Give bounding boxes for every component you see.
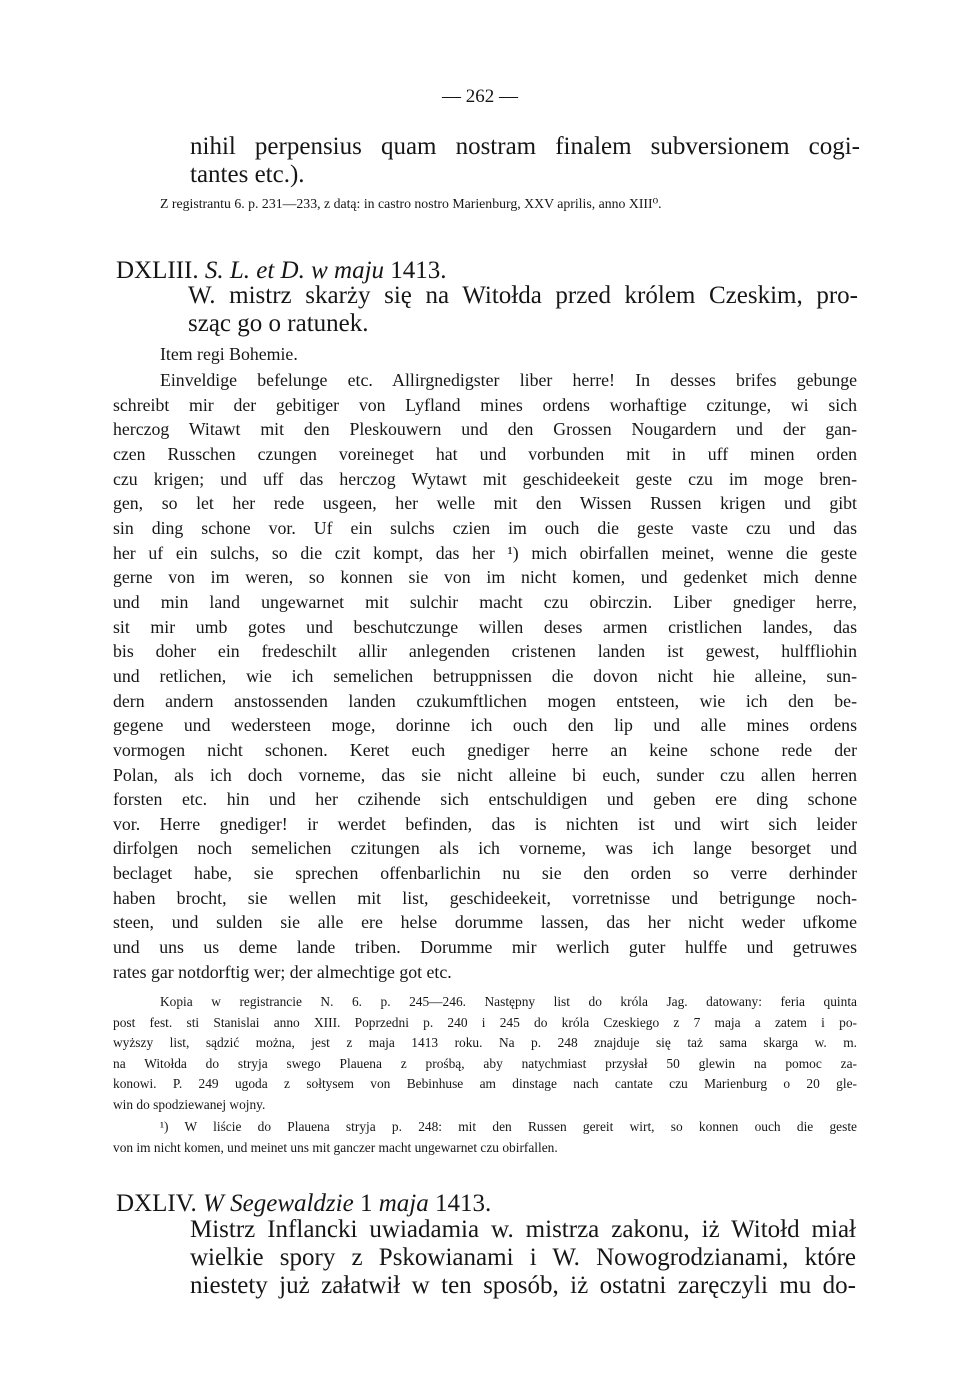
body-line: schreibt mir der gebitiger von Lyfland mines ordens worhaftige czitunge, wi sich	[113, 394, 857, 415]
document-date: maja	[378, 1190, 429, 1217]
document-summary	[188, 282, 858, 338]
document-heading	[116, 257, 447, 285]
body-line: sin ding schone vor. Uf ein sulchs czien im ouch die geste vaste czu und das	[113, 517, 857, 538]
document-place: W Segewaldzie	[203, 1190, 354, 1217]
document-year: 1413.	[434, 1190, 492, 1217]
body-line: beclaget habe, sie sprechen offenbarlichin nu sie den orden so verre derhinder	[113, 863, 857, 884]
body-line: forsten etc. hin und her czihende sich entschuldigen und geben ere ding schone	[113, 789, 857, 810]
summary-line: sząc go o ratunek.	[188, 310, 369, 337]
footnote-line: von im nicht komen, und meinet uns mit ganczer macht ungewarnet czu obirfallen.	[113, 1139, 558, 1155]
document-number: DXLIII.	[116, 257, 199, 284]
footnote	[113, 1117, 857, 1158]
body-line: herczog Witawt mit den Pleskouwern und den Grossen Nougardern und der gan-	[113, 419, 857, 440]
body-line: steen, und sulden sie alle ere helse dorumme lassen, das her nicht weder ufkome	[113, 912, 857, 933]
body-line: vormogen nicht schonen. Keret euch gnediger herre an keine schone rede der	[113, 739, 857, 760]
body-line: rates gar notdorftig wer; der almechtige got etc.	[113, 961, 452, 982]
body-line: gerne von im weren, so konnen sie von im nicht komen, und gedenket mich denne	[113, 567, 857, 588]
summary-line: W. mistrz skarży się na Witołda przed królem Czeskim, pro-	[188, 282, 858, 309]
note-line: konowi. P. 249 ugoda z sołtysem von Bebinhuse am dinstage nach cantate czu Marienburg o 20 gle-	[113, 1076, 857, 1092]
body-line: vor. Herre gnediger! ir werdet befinden, das is nichten ist und wirt sich leider	[113, 813, 857, 834]
note-line: wyższy list, sądzić można, jest z maja 1413 roku. Na p. 248 znajduje się taż sama skarga w. m.	[113, 1035, 857, 1051]
document-place: S. L. et D.	[204, 257, 305, 284]
footnote-line	[113, 1117, 857, 1138]
note-line: win do spodziewanej wojny.	[113, 1096, 266, 1112]
body-line: dirfolgen noch semelichen czitungen als ich vorneme, was ich lange besorget und	[113, 838, 857, 859]
continuation-text	[190, 133, 860, 189]
body-line: und min land ungewarnet mit sulchir macht czu obirczin. Liber gnediger herre,	[113, 591, 857, 612]
body-line: und uns us deme lande triben. Dorumme mir werlich guter hulffe und getruwes	[113, 937, 857, 958]
document-year: 1413.	[390, 257, 447, 284]
page-number: — 262 —	[442, 86, 518, 107]
note-line: na Witołda do stryja swego Plauena z prośbą, aby natychmiast przysłał 50 glewin na pomoc za-	[113, 1055, 857, 1071]
note-line: post fest. sti Stanislai anno XIII. Poprzedni p. 240 i 245 do króla Czeskiego z 7 maja a zatem i po-	[113, 1014, 857, 1030]
body-line: czen Russchen czungen voreineget hat und vorbunden mit in uff minen orden	[113, 443, 857, 464]
body-line: bis doher ein fredeschilt allir anlegenden cristenen landen ist gewest, hulffliohin	[113, 641, 857, 662]
body-line: Einveldige befelunge etc. Allirgnedigster liber herre! In desses brifes gebunge	[160, 370, 857, 390]
body-line: Polan, als ich doch vorneme, das sie nicht alleine bi euch, sunder czu allen herren	[113, 764, 857, 785]
document-date: w maju	[311, 257, 385, 284]
footnote-marker: ¹)	[160, 1119, 169, 1134]
body-line: haben brocht, sie wellen mit list, geschideekeit, vorretnisse und betrigunge noch-	[113, 887, 857, 908]
document-day: 1	[359, 1190, 373, 1217]
document-body	[113, 368, 857, 984]
item-line: Item regi Bohemie.	[160, 344, 298, 364]
continuation-line: tantes etc.).	[190, 161, 305, 188]
body-line: gen, so let her rede usgeen, her welle mit den Wissen Russen krigen und gibt	[113, 493, 857, 514]
summary-line: niestety już załatwił w ten sposób, iż ostatni zaręczyli mu do-	[190, 1272, 856, 1299]
body-line: sit mir umb gotes und beschutczunge willen deses armen cristlichen landes, das	[113, 616, 857, 637]
document-heading-2	[116, 1190, 491, 1218]
summary-line: wielkie spory z Pskowianami i W. Nowogrodzianami, które	[190, 1244, 856, 1271]
continuation-line: nihil perpensius quam nostram finalem subversionem cogi-	[190, 133, 860, 160]
body-line: dern andern anstossenden landen czukumftlichen mogen entsteen, wie ich den be-	[113, 690, 857, 711]
summary-line: Mistrz Inflancki uwiadamia w. mistrza zakonu, iż Witołd miał	[190, 1216, 856, 1243]
source-note: Z registrantu 6. p. 231—233, z datą: in castro nostro Marienburg, XXV aprilis, anno XIII⁰.	[160, 196, 662, 211]
document-number: DXLIV.	[116, 1190, 197, 1217]
body-line: und retlichen, wie ich semelichen betruppnissen die dovon nicht hie alleine, sun-	[113, 665, 857, 686]
document-summary-2	[190, 1216, 856, 1300]
body-line: czu krigen; und uff das herczog Wytawt mit geschideekeit geste czu im moge bren-	[113, 468, 857, 489]
body-line: her uf ein sulchs, so die czit kompt, das her ¹) mich obirfallen meinet, wenne die geste	[113, 542, 857, 563]
editorial-note	[113, 992, 857, 1116]
body-line: gegene und wedersteen moge, dorinne ich ouch den lip und alle mines ordens	[113, 715, 857, 736]
footnote-text: W liście do Plauena stryja p. 248: mit den Russen gereit wirt, so konnen ouch die geste	[184, 1119, 857, 1134]
note-line: Kopia w registrancie N. 6. p. 245—246. Następny list do króla Jag. datowany: feria quinta	[160, 994, 857, 1009]
